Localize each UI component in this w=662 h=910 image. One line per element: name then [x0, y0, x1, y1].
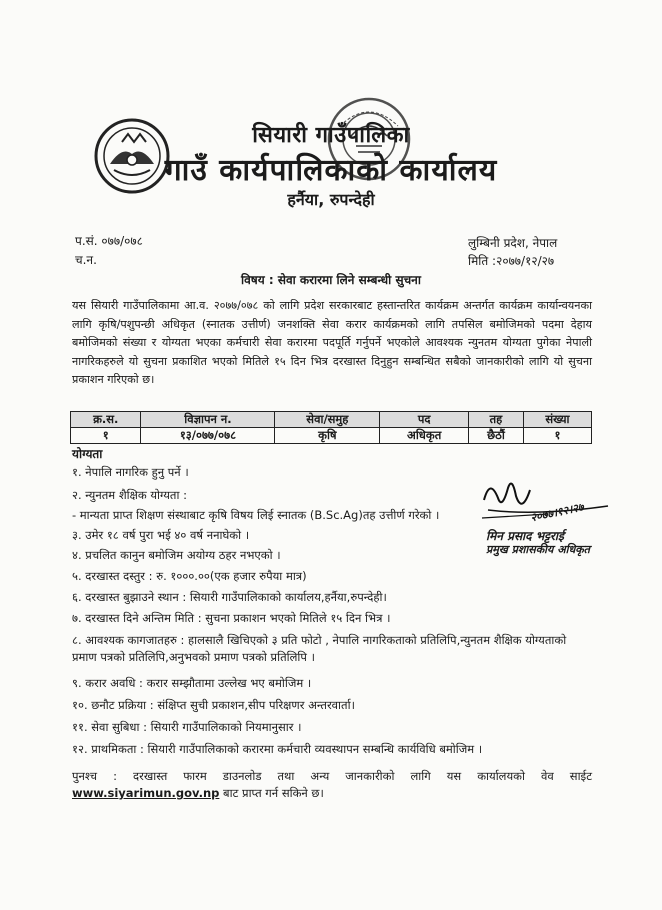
qualification-item: ७. दरखास्त दिने अन्तिम मिति : सुचना प्रकाशन भएको मितिले १५ दिन भित्र ।: [72, 611, 391, 625]
postscript: [72, 768, 592, 802]
table-header-row: [71, 412, 592, 428]
table-cell: १३/०७७/०७८: [141, 428, 275, 444]
qualification-item: १. नेपालि नागरिक हुनु पर्ने ।: [72, 465, 189, 479]
qualification-item: ८. आवश्यक कागजातहरु : हालसालै खिचिएको ३ प्रति फोटो , नेपालि नागरिकताको प्रतिलिपि,न्युनतम शैक्षिक योग्यताको प्रमाण पत्रको प्रतिलिपि,अनुभवको प्रमाण पत्रको प्रतिलिपि ।: [72, 633, 567, 664]
vacancy-table: [70, 411, 592, 444]
col-header: तह: [469, 412, 524, 428]
notice-subject: विषय : सेवा करारमा लिने सम्बन्धी सुचना: [241, 273, 421, 287]
office-name: सियारी गाउँपालिका: [252, 123, 410, 148]
qualification-item: ६. दरखास्त बुझाउने स्थान : सियारी गाउँपालिकाको कार्यालय,हर्नैया,रुपन्देही।: [72, 590, 387, 604]
postscript-text: पुनश्च : दरखास्त फारम डाउनलोड तथा अन्य जानकारीको लागि यस कार्यालयको वेव साईट: [72, 769, 592, 783]
qualification-item: ३. उमेर १८ वर्ष पुरा भई ४० वर्ष ननाघेको ।: [72, 528, 250, 542]
signatory-name: मिन प्रसाद भट्टराई: [486, 529, 564, 543]
qualification-item: ५. दरखास्त दस्तुर : रु. १०००.००(एक हजार रुपैया मात्र): [72, 569, 307, 583]
col-header: पद: [380, 412, 469, 428]
website-link[interactable]: www.siyarimun.gov.np: [72, 786, 220, 800]
table-cell: १: [523, 428, 591, 444]
qualification-item: १२. प्राथमिकता : सियारी गाउँपालिकाको करारमा कर्मचारी व्यवस्थापन सम्बन्धि कार्यविधि बमोजिम ।: [72, 742, 483, 756]
qualification-item: - मान्यता प्राप्त शिक्षण संस्थाबाट कृषि विषय लिई स्नातक (B.Sc.Ag)तह उत्तीर्ण गरेको ।: [72, 508, 440, 522]
qualification-item: १०. छनौट प्रक्रिया : संक्षिप्त सुची प्रकाशन,सीप परिक्षणर अन्तरवार्ता।: [72, 698, 355, 712]
qualification-item: ११. सेवा सुबिधा : सियारी गाउँपालिकाको नियमानुसार ।: [72, 720, 302, 734]
col-header: क्र.स.: [71, 412, 141, 428]
qualification-item: २. न्युनतम शैक्षिक योग्यता :: [72, 488, 187, 502]
notice-body: यस सियारी गाउँपालिकामा आ.व. २०७७/०७८ को लागि प्रदेश सरकारबाट हस्तान्तरित कार्यक्रम अन्तर्गत कार्यक्रम कार्यान्वयनका लागि कृषि/पशुपन्छी अधिकृत (स्नातक उत्तीर्ण) जनशक्ति सेवा करार कार्यक्रमको लागि तपसिल बमोजिमको पदमा देहाय बमोजिमको संख्या र योग्यता भएका कर्मचारी सेवा करारमा पदपूर्ति गर्नुपर्ने भएकोले आवश्यक न्युनतम योग्यता पुगेका नेपाली नागरिकहरुले यो सुचना प्रकाशित भएको मितिले १५ दिन भित्र दरखास्त दिनुहुन सम्बन्धित सबैको जानकारीको लागि यो सुचना प्रकाशन गरिएको छ।: [72, 299, 592, 386]
office-title: गाउँ कार्यपालिकाको कार्यालय: [164, 153, 498, 188]
table-cell: छैठौं: [469, 428, 524, 444]
dispatch-number: च.न.: [75, 253, 97, 267]
reference-number: प.सं. ०७७/०७८: [75, 234, 143, 248]
table-cell: कृषि: [275, 428, 380, 444]
table-cell: १: [71, 428, 141, 444]
notice-date: मिति :२०७७/१२/२७: [468, 254, 555, 268]
qualifications-title: योग्यता: [72, 447, 103, 461]
signatory-position: प्रमुख प्रशासकीय अधिकृत: [486, 543, 590, 556]
col-header: संख्या: [523, 412, 591, 428]
office-address: हर्नैया, रुपन्देही: [287, 190, 375, 209]
qualification-item: ९. करार अवधि : करार सम्झौतामा उल्लेख भए बमोजिम ।: [72, 676, 312, 690]
table-cell: अधिकृत: [380, 428, 469, 444]
table-row: [71, 428, 592, 444]
signature-date: २०७७।१२।२७: [529, 500, 585, 525]
qualification-item: ४. प्रचलित कानुन बमोजिम अयोग्य ठहर नभएको ।: [72, 548, 281, 562]
province-line: लुम्बिनी प्रदेश, नेपाल: [468, 236, 558, 250]
postscript-text-after: बाट प्राप्त गर्न सकिने छ।: [223, 786, 324, 800]
col-header: सेवा/समुह: [275, 412, 380, 428]
col-header: विज्ञापन न.: [141, 412, 275, 428]
